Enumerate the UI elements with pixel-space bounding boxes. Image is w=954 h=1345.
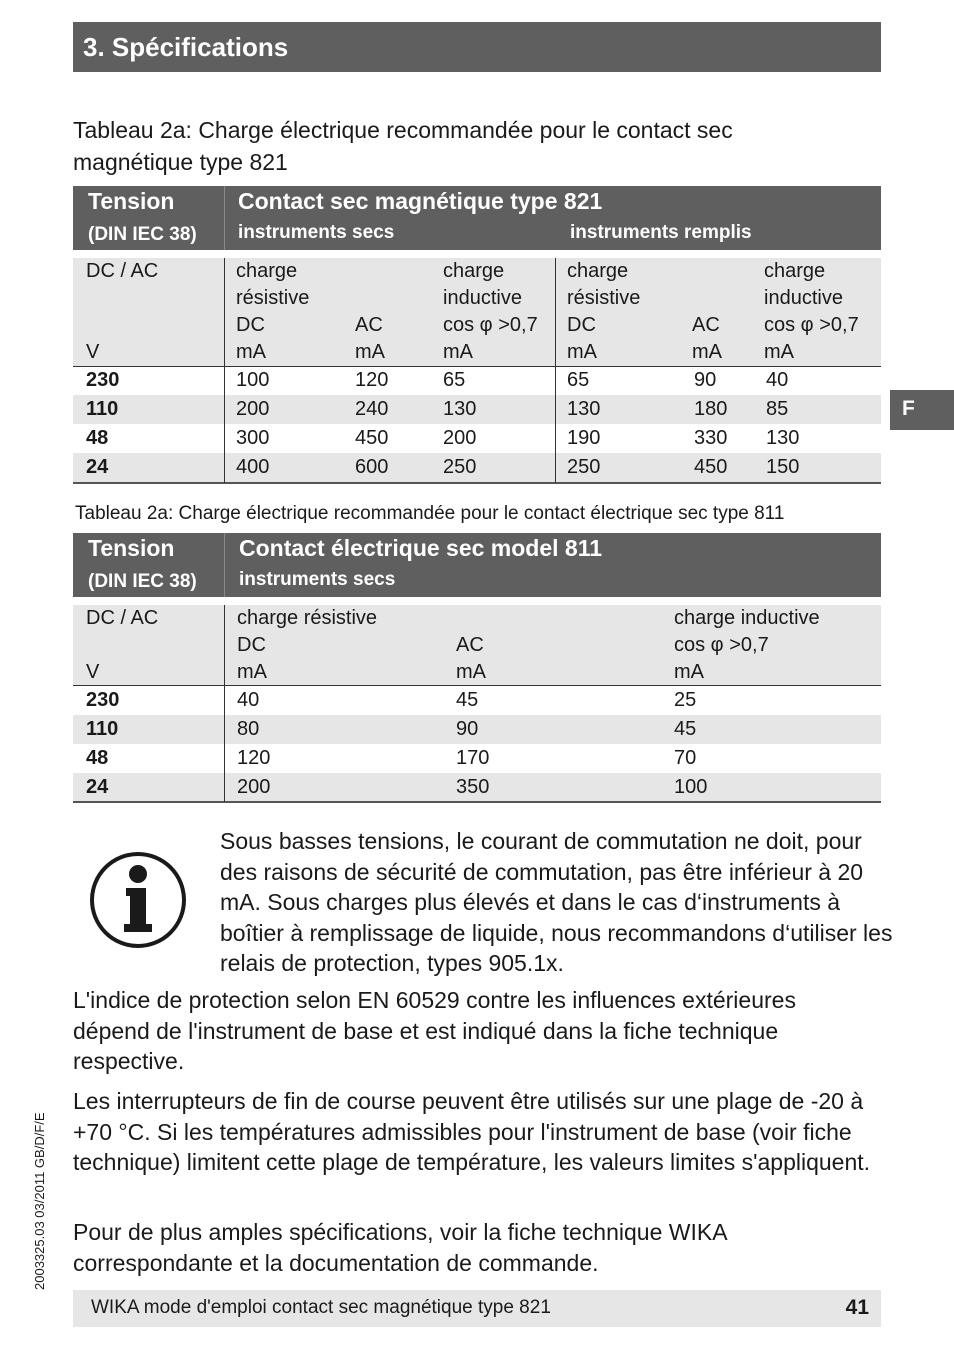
section-header	[73, 22, 881, 72]
table1-subheader	[73, 258, 881, 366]
table2-subheader	[73, 605, 881, 685]
table1-row: 230 100 120 65 65 90 40	[86, 369, 789, 391]
table1-header	[73, 186, 881, 250]
table1-header-din: (DIN IEC 38)	[88, 224, 197, 245]
table2-row: 110 80 90 45	[73, 715, 881, 744]
table1-sub-c1: DC / AC V	[86, 260, 159, 363]
table2-sub-c4: charge inductive cos φ >0,7 mA	[674, 607, 820, 683]
table2-header-tension: Tension	[88, 535, 175, 561]
table1-header-tension: Tension	[88, 188, 175, 214]
table2-sub-c2: charge résistive DC mA	[237, 607, 378, 683]
page-footer	[73, 1290, 881, 1327]
paragraph-temperature: Les interrupteurs de fin de course peuvent être utilisés sur une plage de -20 à +70 °C. Si les températures admissibles pour l'instrument de base (voir fiche technique) limitent cette plage de température, les valeurs limites s'appliquent.	[73, 1088, 871, 1175]
info-icon	[88, 850, 188, 950]
table2-sub-c3: AC mA	[456, 634, 486, 683]
table2-sub-c1: DC / AC V	[86, 607, 159, 683]
table1-header-group-dry: instruments secs	[238, 222, 395, 243]
table1-sub-c3: AC mA	[355, 314, 385, 363]
table2-header	[73, 533, 881, 597]
table2-row: 24 200 350 100	[73, 773, 881, 802]
table2-header-group-dry: instruments secs	[239, 569, 396, 590]
page-number: 41	[845, 1296, 869, 1319]
table2-row: 230 40 45 25	[86, 689, 697, 711]
table1-sub-c2: charge résistive DC mA	[236, 260, 310, 363]
table1-sub-c6: AC mA	[692, 314, 722, 363]
table1-row: 110 200 240 130 130 180 85	[73, 395, 881, 424]
table1-header-title: Contact sec magnétique type 821	[238, 188, 603, 214]
info-note: Sous basses tensions, le courant de commutation ne doit, pour des raisons de sécurité de commutation, pas être inférieur à 20 mA. Sous charges plus élevés et dans le cas d‘instruments à boîtier à remplissage de liquide, nous recommandons d‘utiliser les relais de protection, types 905.1x.	[220, 828, 893, 976]
table2-caption: Tableau 2a: Charge électrique recommandée pour le contact électrique sec type 811	[75, 503, 785, 524]
footer-title: WIKA mode d'emploi contact sec magnétique type 821	[91, 1297, 551, 1318]
table1-caption: Tableau 2a: Charge électrique recommandée pour le contact sec magnétique type 821	[73, 117, 733, 175]
section-title: 3. Spécifications	[83, 32, 289, 62]
table2-header-din: (DIN IEC 38)	[88, 571, 197, 592]
paragraph-protection: L'indice de protection selon EN 60529 contre les influences extérieures dépend de l'instrument de base et est indiqué dans la fiche technique respective.	[73, 987, 796, 1074]
language-tab: F	[890, 390, 954, 430]
table1-sub-c4: charge inductive cos φ >0,7 mA	[443, 260, 538, 363]
table2-row: 48 120 170 70	[86, 747, 697, 769]
table1-row: 24 400 600 250 250 450 150	[73, 453, 881, 482]
table1-header-group-filled: instruments remplis	[570, 222, 752, 243]
document-code: 2003325.03 03/2011 GB/D/F/E	[32, 1112, 47, 1290]
table1-sub-c7: charge inductive cos φ >0,7 mA	[764, 260, 859, 363]
table1-sub-c5: charge résistive DC mA	[567, 260, 641, 363]
table1-row: 48 300 450 200 190 330 130	[86, 427, 800, 449]
table2-header-title: Contact électrique sec model 811	[239, 535, 603, 561]
paragraph-more-specs: Pour de plus amples spécifications, voir la fiche technique WIKA correspondante et la documentation de commande.	[73, 1219, 727, 1276]
